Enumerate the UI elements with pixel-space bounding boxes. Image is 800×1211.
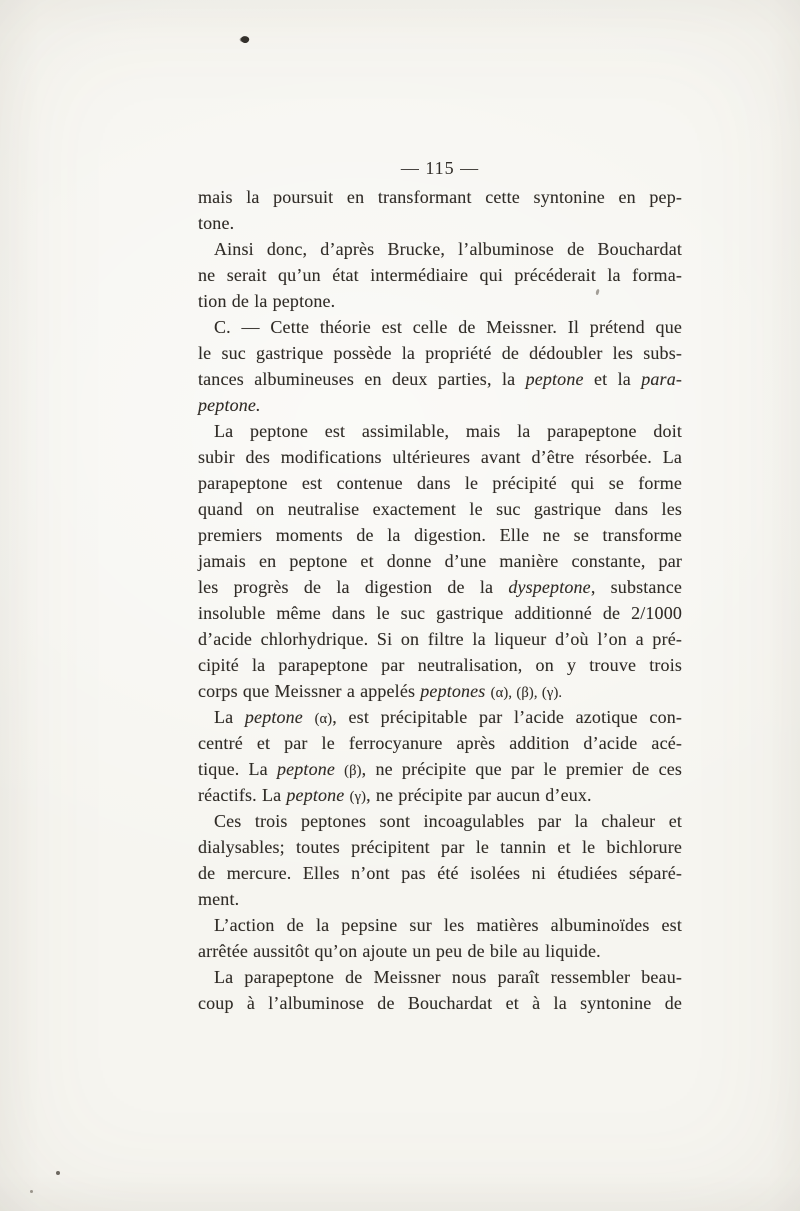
ink-speck — [240, 35, 250, 45]
page-number: — 115 — — [400, 158, 480, 178]
text-line: La peptone (α), est précipitable par l’acide azotique con- — [214, 707, 683, 727]
text-line: arrêtée aussitôt qu’on ajoute un peu de bile au liquide. — [198, 941, 601, 961]
text-line: corps que Meissner a appelés peptones (α), (β), (γ). — [198, 681, 563, 701]
paper-speck — [30, 1190, 33, 1193]
text-line: mais la poursuit en transformant cette syntonine en pep- — [198, 187, 682, 207]
text-line: réactifs. La peptone (γ), ne précipite par aucun d’eux. — [198, 785, 592, 805]
text-line: cipité la parapeptone par neutralisation, on y trouve trois — [198, 655, 682, 675]
text-line: tion de la peptone. — [198, 291, 336, 311]
text-line: jamais en peptone et donne d’une manière constante, par — [198, 551, 682, 571]
text-line: subir des modifications ultérieures avant d’être résorbée. La — [198, 447, 682, 467]
text-line: d’acide chlorhydrique. Si on filtre la liqueur d’où l’on a pré- — [198, 629, 682, 649]
text-line: coup à l’albuminose de Bouchardat et à la syntonine de — [198, 993, 682, 1013]
text-line: Ainsi donc, d’après Brucke, l’albuminose de Bouchardat — [214, 239, 682, 259]
text-line: insoluble même dans le suc gastrique additionné de 2/1000 — [198, 603, 682, 623]
text-line: C. — Cette théorie est celle de Meissner. Il prétend que — [214, 317, 682, 337]
text-line: ne serait qu’un état intermédiaire qui précéderait la forma- — [198, 265, 682, 285]
text-line: le suc gastrique possède la propriété de dédoubler les subs- — [198, 343, 682, 363]
text-line: tone. — [198, 213, 235, 233]
text-line: La parapeptone de Meissner nous paraît ressembler beau- — [214, 967, 682, 987]
text-line: L’action de la pepsine sur les matières albuminoïdes est — [214, 915, 682, 935]
text-line: Ces trois peptones sont incoagulables par la chaleur et — [214, 811, 682, 831]
text-line: de mercure. Elles n’ont pas été isolées ni étudiées séparé- — [198, 863, 682, 883]
text-line: dialysables; toutes précipitent par le tannin et le bichlorure — [198, 837, 682, 857]
text-line: parapeptone est contenue dans le précipité qui se forme — [198, 473, 682, 493]
text-line: peptone. — [198, 395, 261, 415]
text-line: tique. La peptone (β), ne précipite que par le premier de ces — [198, 759, 683, 779]
text-line: La peptone est assimilable, mais la parapeptone doit — [214, 421, 682, 441]
text-line: tances albumineuses en deux parties, la peptone et la para- — [198, 369, 682, 389]
text-line: quand on neutralise exactement le suc gastrique dans les — [198, 499, 682, 519]
text-line: premiers moments de la digestion. Elle ne se transforme — [198, 525, 682, 545]
paper-speck — [56, 1171, 60, 1175]
text-line: ment. — [198, 889, 240, 909]
text-block — [198, 184, 682, 1016]
text-line: centré et par le ferrocyanure après addition d’acide acé- — [198, 733, 682, 753]
text-line: les progrès de la digestion de la dyspeptone, substance — [198, 577, 682, 597]
